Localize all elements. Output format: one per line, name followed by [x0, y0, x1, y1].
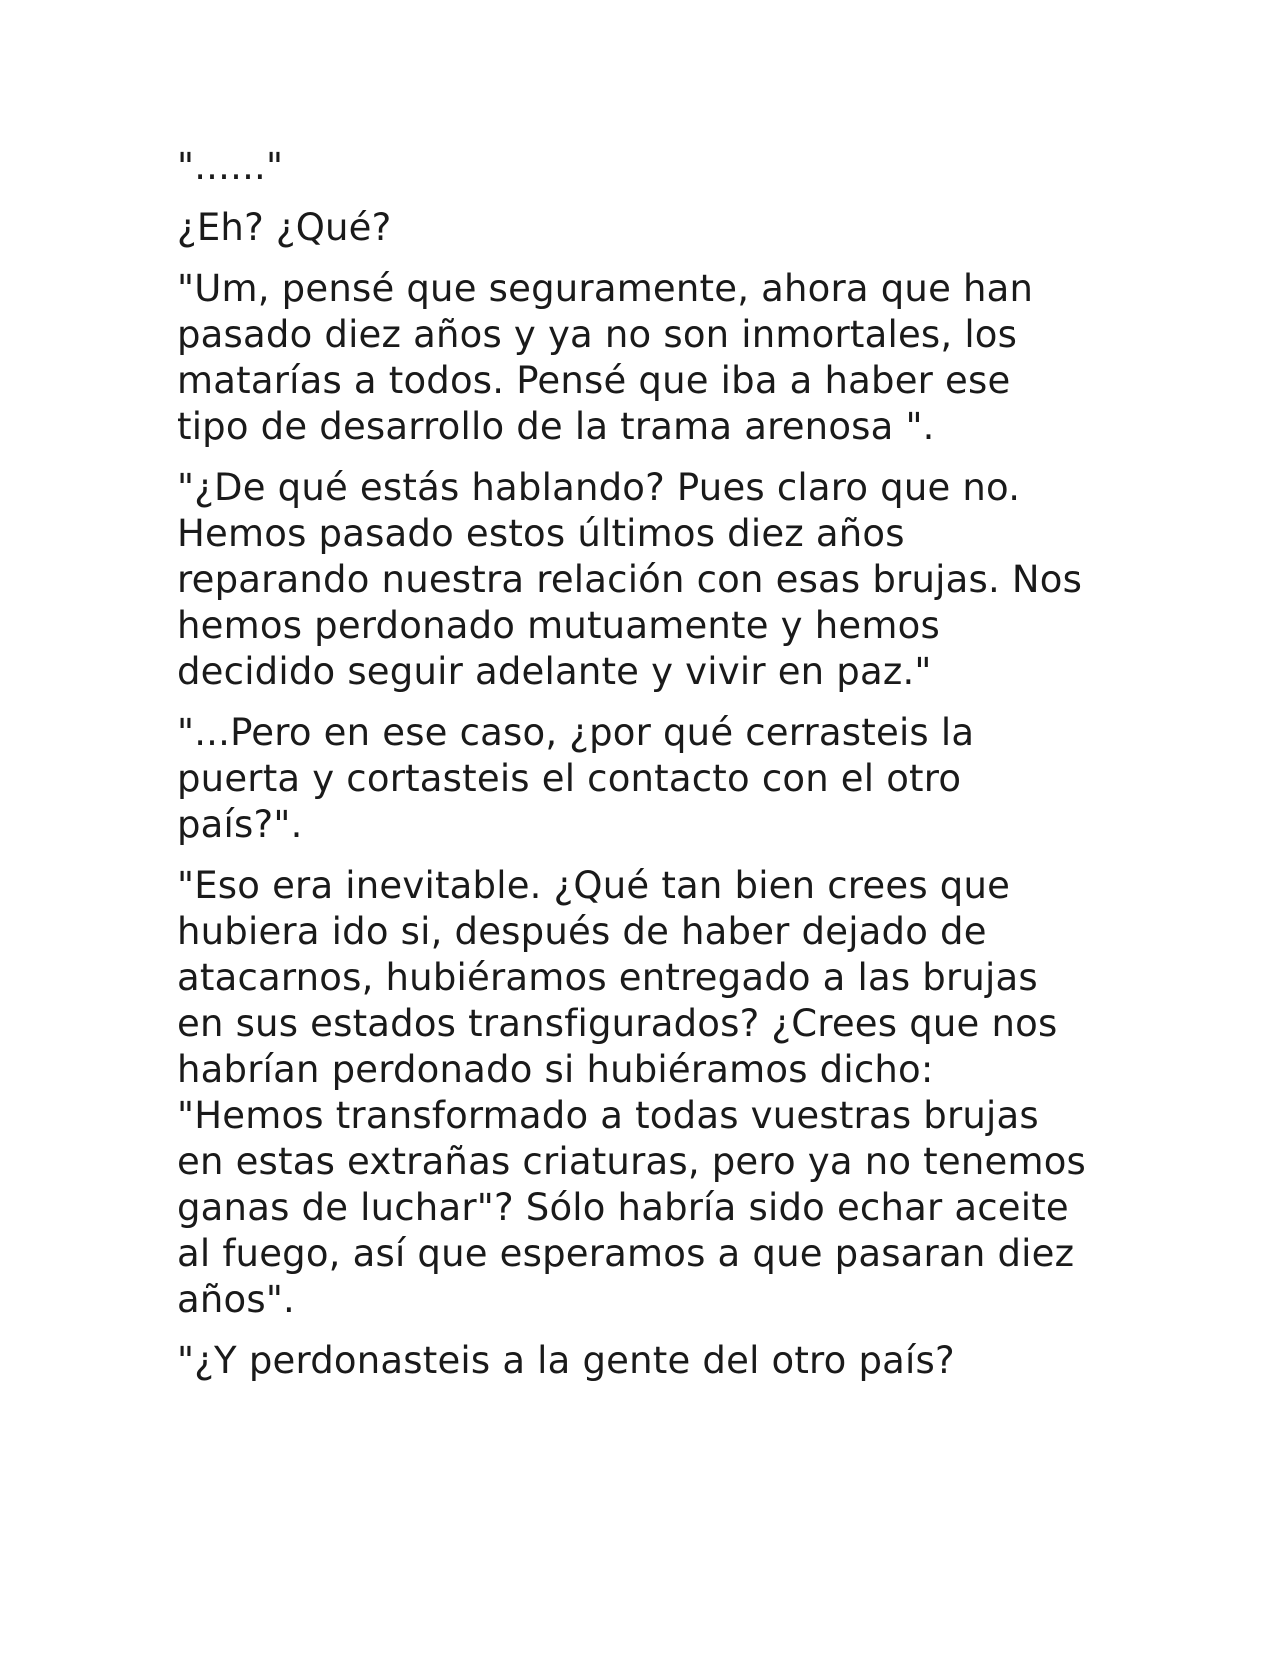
- paragraph-ellipsis: "......": [177, 145, 284, 188]
- paragraph-question: ¿Eh? ¿Qué?: [177, 206, 392, 249]
- document-body: [177, 144, 1097, 1399]
- paragraph-perdonasteis: "¿Y perdonasteis a la gente del otro país?: [177, 1339, 955, 1382]
- paragraph-de-que-estas: "¿De qué estás hablando? Pues claro que no. Hemos pasado estos últimos diez años reparando nuestra relación con esas brujas. Nos hemos perdonado mutuamente y hemos decidido seguir adelante y vivir en paz.": [177, 466, 1083, 693]
- paragraph-pero-en-ese-caso: "...Pero en ese caso, ¿por qué cerrasteis la puerta y cortasteis el contacto con el otro país?".: [177, 711, 975, 846]
- paragraph-um: "Um, pensé que seguramente, ahora que han pasado diez años y ya no son inmortales, los matarías a todos. Pensé que iba a haber ese tipo de desarrollo de la trama arenosa ".: [177, 267, 1034, 448]
- paragraph-eso-era-inevitable: "Eso era inevitable. ¿Qué tan bien crees que hubiera ido si, después de haber dejado de atacarnos, hubiéramos entregado a las brujas en sus estados transfigurados? ¿Crees que nos habrían perdonado si hubiéramos dicho: "Hemos transformado a todas vuestras brujas en estas extrañas criaturas, pero ya no tenemos ganas de luchar"? Sólo habría sido echar aceite al fuego, así que esperamos a que pasaran diez años".: [177, 864, 1087, 1321]
